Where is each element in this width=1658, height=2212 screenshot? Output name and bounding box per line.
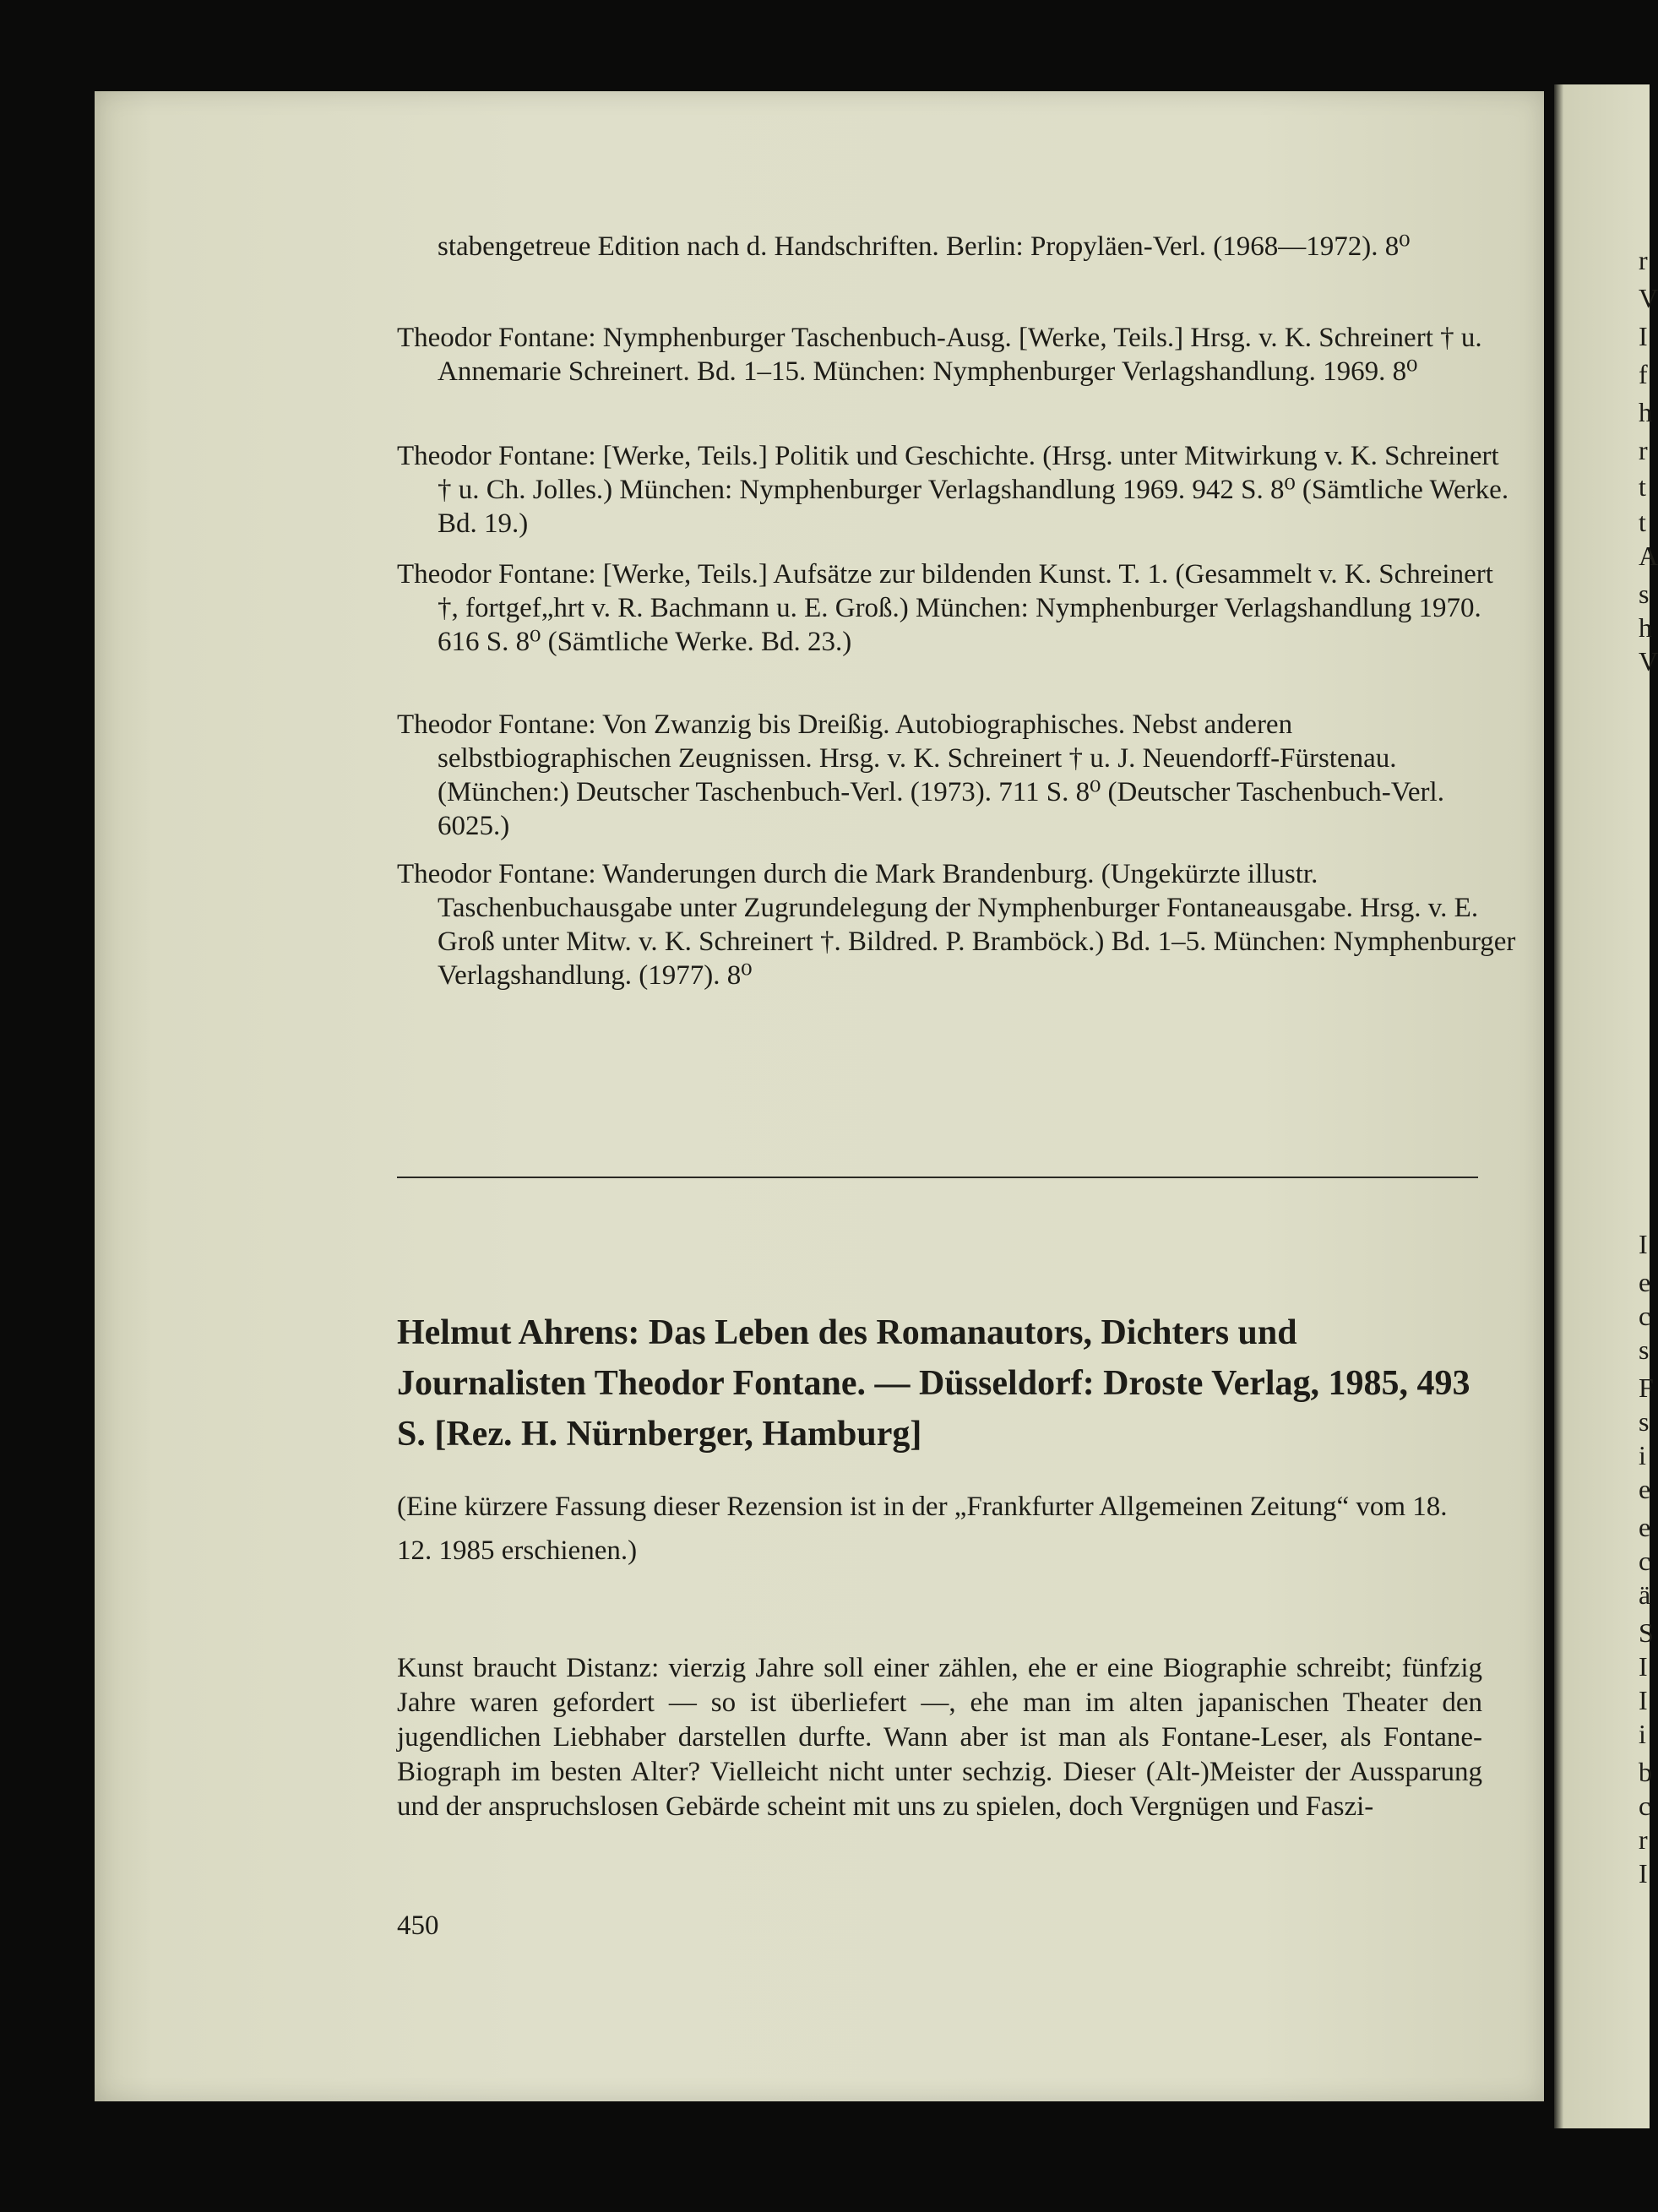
adjacent-letter: A (1639, 541, 1658, 571)
bibliography-entry: Theodor Fontane: [Werke, Teils.] Politik und Geschichte. (Hrsg. unter Mitwirkung v. K. Schreinert † u. Ch. Jolles.) München: Nymphenburger Verlagshandlung 1969. 942 S. 8⁰ (Sämtliche Werke. Bd. 19.) (397, 441, 1509, 539)
bibliography-entry: Theodor Fontane: [Werke, Teils.] Aufsätze zur bildenden Kunst. T. 1. (Gesammelt v. K. Schreinert †, fortgef„hrt v. R. Bachmann u. E. Groß.) München: Nymphenburger Verlagshandlung 1970. 616 S. 8⁰ (Sämtliche Werke. Bd. 23.) (397, 559, 1493, 657)
adjacent-letter: t (1639, 471, 1646, 502)
adjacent-letter: c (1639, 1791, 1651, 1821)
adjacent-letter: I (1639, 321, 1648, 351)
adjacent-letter: c (1639, 1546, 1651, 1576)
adjacent-letter: e (1639, 1474, 1651, 1504)
adjacent-letter: I (1639, 1858, 1648, 1889)
bibliography-entry: Theodor Fontane: Wanderungen durch die Mark Brandenburg. (Ungekürzte illustr. Taschenbuchausgabe unter Zugrundelegung der Nymphenburger Fontaneausgabe. Hrsg. v. E. Groß unter Mitw. v. K. Schreinert †. Bildred. P. Bramböck.) Bd. 1–5. München: Nymphenburger Verlagshandlung. (1977). 8⁰ (397, 859, 1516, 991)
adjacent-letter: b (1639, 1757, 1652, 1787)
adjacent-letter: r (1639, 1824, 1648, 1855)
adjacent-letter: e (1639, 1267, 1651, 1297)
adjacent-letter: e (1639, 1512, 1651, 1542)
adjacent-letter: f (1639, 359, 1648, 389)
adjacent-letter: h (1639, 397, 1652, 427)
review-title: Helmut Ahrens: Das Leben des Romanautors, Dichters und Journalisten Theodor Fontane. — Düsseldorf: Droste Verlag, 1985, 493 S. [Rez. H. Nürnberger, Hamburg] (397, 1313, 1470, 1454)
section-divider (397, 1177, 1478, 1178)
page-number: 450 (397, 1910, 439, 1941)
review-note: (Eine kürzere Fassung dieser Rezension ist in der „Frankfurter Allgemeinen Zeitung“ vom 18. 12. 1985 erschienen.) (397, 1492, 1448, 1566)
adjacent-letter: I (1639, 1229, 1648, 1259)
bibliography-entry: Theodor Fontane: Von Zwanzig bis Dreißig. Autobiographisches. Nebst anderen selbstbiographischen Zeugnissen. Hrsg. v. K. Schreinert † u. J. Neuendorff-Fürstenau. (München:) Deutscher Taschenbuch-Verl. (1973). 711 S. 8⁰ (Deutscher Taschenbuch-Verl. 6025.) (397, 709, 1444, 841)
adjacent-letter: h (1639, 612, 1652, 643)
adjacent-letter: I (1639, 1651, 1648, 1682)
adjacent-letter: ä (1639, 1579, 1651, 1610)
adjacent-letter: I (1639, 1685, 1648, 1715)
adjacent-letter: t (1639, 507, 1646, 537)
adjacent-letter: i (1639, 1719, 1646, 1749)
bibliography-entry: stabengetreue Edition nach d. Handschriften. Berlin: Propyläen-Verl. (1968—1972). 8⁰ (438, 231, 1411, 262)
adjacent-letter: r (1639, 245, 1648, 275)
adjacent-letter: s (1639, 1406, 1650, 1437)
adjacent-letter: i (1639, 1440, 1646, 1470)
adjacent-letter: F (1639, 1372, 1654, 1403)
adjacent-letter: r (1639, 435, 1648, 465)
adjacent-letter: S (1639, 1617, 1654, 1648)
adjacent-letter: c (1639, 1301, 1651, 1331)
adjacent-letter: s (1639, 1334, 1650, 1365)
adjacent-letter: V (1639, 283, 1658, 313)
bibliography-entry: Theodor Fontane: Nymphenburger Taschenbuch-Ausg. [Werke, Teils.] Hrsg. v. K. Schreinert † u. Annemarie Schreinert. Bd. 1–15. München: Nymphenburger Verlagshandlung. 1969. 8⁰ (397, 323, 1482, 387)
adjacent-letter: V (1639, 646, 1658, 677)
adjacent-page (1554, 84, 1650, 2128)
review-body: Kunst braucht Distanz: vierzig Jahre soll einer zählen, ehe er eine Biographie schreibt; fünfzig Jahre waren gefordert — so ist überliefert —, ehe man im alten japanischen Theater den jugendlichen Liebhaber darstellen durfte. Wann aber ist man als Fontane-Leser, als Fontane-Biograph im besten Alter? Vielleicht nicht unter sechzig. Dieser (Alt-)Meister der Aussparung und der anspruchslosen Gebärde scheint mit uns zu spielen, doch Vergnügen und Faszi- (397, 1653, 1482, 1822)
adjacent-letter: s (1639, 579, 1650, 609)
